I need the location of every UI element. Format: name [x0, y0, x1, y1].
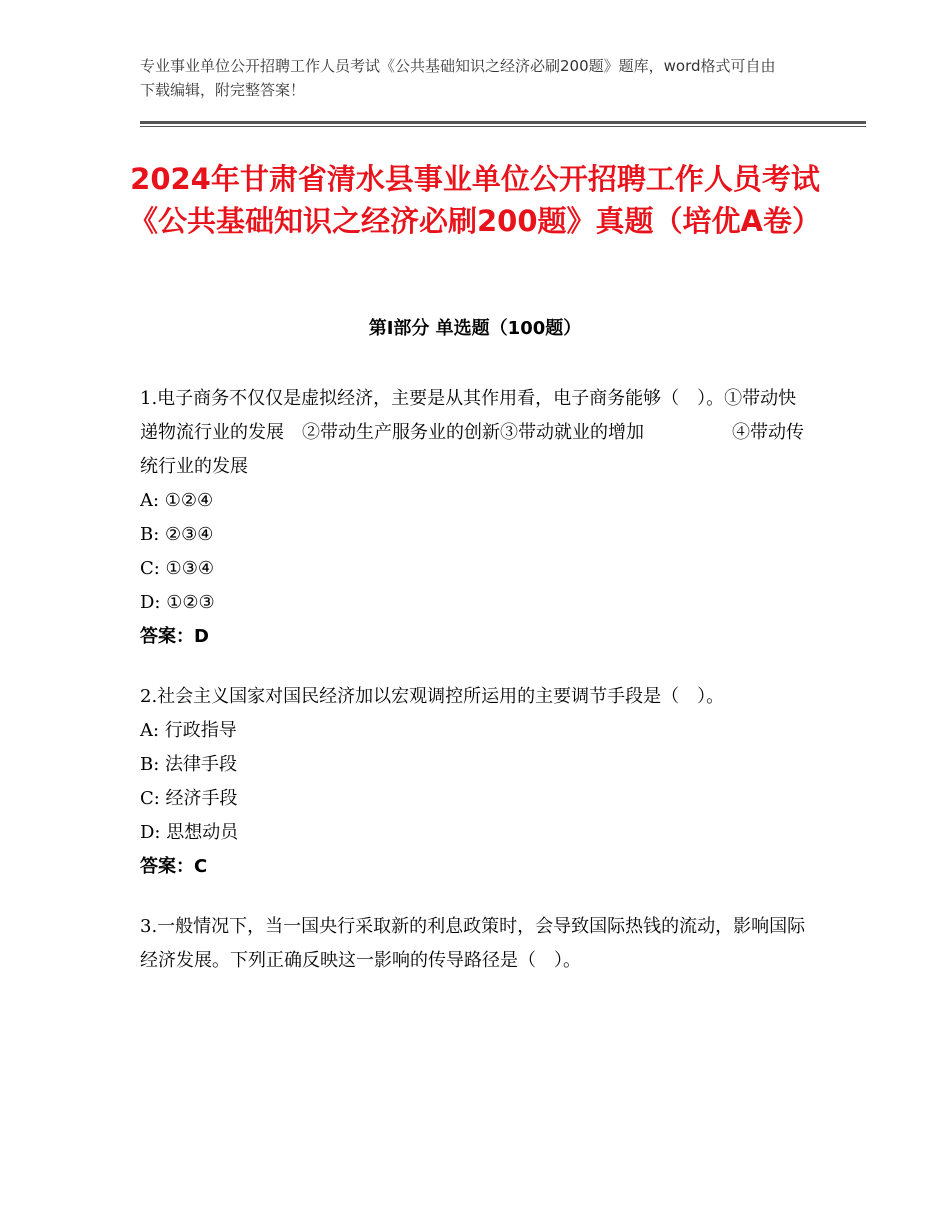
option-a: A: 行政指导	[140, 720, 237, 741]
question-list	[140, 382, 812, 1004]
section-heading: 第Ⅰ部分 单选题（100题）	[368, 318, 582, 339]
question-2	[140, 680, 812, 884]
header-rule-thin	[140, 126, 866, 127]
option-c: C: 经济手段	[140, 788, 238, 809]
answer: 答案：C	[140, 856, 208, 877]
option-d: D: ①②③	[140, 592, 215, 613]
question-1	[140, 382, 812, 654]
option-b: B: ②③④	[140, 524, 214, 545]
option-c: C: ①③④	[140, 558, 214, 579]
answer: 答案：D	[140, 626, 209, 647]
question-text: 3.一般情况下，当一国央行采取新的利息政策时，会导致国际热钱的流动，影响国际经济发展。下列正确反映这一影响的传导路径是（ ）。	[140, 916, 806, 971]
header-rule-thick	[140, 121, 866, 124]
option-a: A: ①②④	[140, 490, 214, 511]
question-text-tail: ④带动传统行业的发展	[140, 422, 804, 477]
question-text-main: 1.电子商务不仅仅是虚拟经济，主要是从其作用看，电子商务能够（ ）。①带动快递物流行业的发展 ②带动生产服务业的创新③带动就业的增加	[140, 388, 797, 443]
option-d: D: 思想动员	[140, 822, 239, 843]
header-note: 专业事业单位公开招聘工作人员考试《公共基础知识之经济必刷200题》题库，word格式可自由下载编辑，附完整答案！	[140, 57, 776, 99]
document-title: 2024年甘肃省清水县事业单位公开招聘工作人员考试《公共基础知识之经济必刷200题》真题（培优A卷）	[129, 162, 821, 238]
question-text: 2.社会主义国家对国民经济加以宏观调控所运用的主要调节手段是（ ）。	[140, 686, 725, 707]
question-3	[140, 910, 812, 978]
question-text	[140, 382, 812, 484]
option-b: B: 法律手段	[140, 754, 238, 775]
